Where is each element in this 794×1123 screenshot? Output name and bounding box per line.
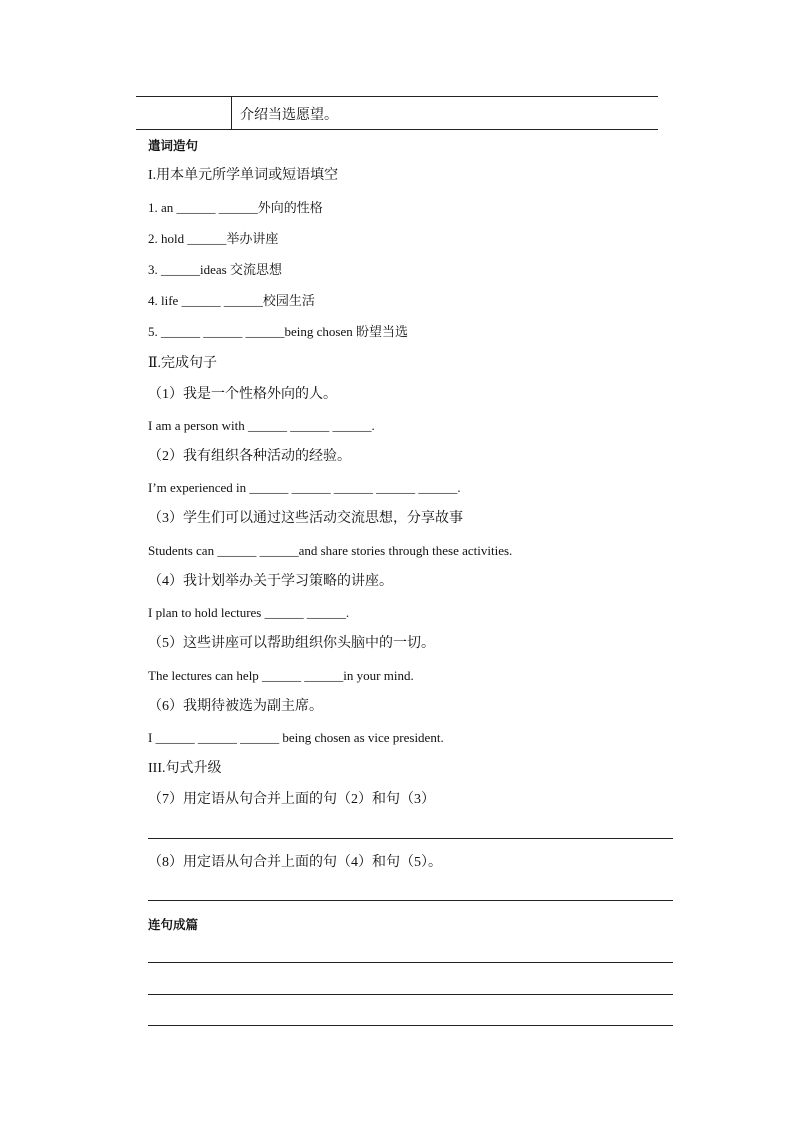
answer-line: [148, 962, 673, 963]
sentence-5-english: The lectures can help ______ ______in your mind.: [148, 668, 414, 683]
table-cell-text: 介绍当选愿望。: [240, 108, 338, 123]
fill-item-4: 4. life ______ ______校园生活: [148, 293, 315, 308]
answer-line: [148, 1025, 673, 1026]
sentence-1-chinese: （1）我是一个性格外向的人。: [148, 387, 337, 402]
answer-line: [148, 994, 673, 995]
table-divider: [231, 97, 232, 129]
part2-heading: Ⅱ.完成句子: [148, 356, 218, 371]
section-title-composition: 连句成篇: [148, 917, 199, 932]
fill-item-5: 5. ______ ______ ______being chosen 盼望当选: [148, 324, 408, 339]
part1-heading: I.用本单元所学单词或短语填空: [148, 168, 339, 183]
sentence-2-english: I’m experienced in ______ ______ ______ ______ ______.: [148, 480, 461, 495]
sentence-3-chinese: （3）学生们可以通过这些活动交流思想，分享故事: [148, 511, 463, 526]
fill-item-3: 3. ______ideas 交流思想: [148, 262, 282, 277]
sentence-4-chinese: （4）我计划举办关于学习策略的讲座。: [148, 574, 393, 589]
sentence-3-english: Students can ______ ______and share stories through these activities.: [148, 543, 513, 558]
sentence-2-chinese: （2）我有组织各种活动的经验。: [148, 449, 351, 464]
upgrade-item-7: （7）用定语从句合并上面的句（2）和句（3）: [148, 792, 435, 807]
sentence-6-chinese: （6）我期待被选为副主席。: [148, 699, 323, 714]
answer-line: [148, 900, 673, 901]
sentence-5-chinese: （5）这些讲座可以帮助组织你头脑中的一切。: [148, 636, 435, 651]
fill-item-1: 1. an ______ ______外向的性格: [148, 200, 323, 215]
section-title-vocabulary: 遣词造句: [148, 138, 199, 153]
sentence-1-english: I am a person with ______ ______ ______.: [148, 418, 375, 433]
sentence-4-english: I plan to hold lectures ______ ______.: [148, 605, 350, 620]
answer-line: [148, 838, 673, 839]
sentence-6-english: I ______ ______ ______ being chosen as vice president.: [148, 730, 444, 745]
upgrade-item-8: （8）用定语从句合并上面的句（4）和句（5）。: [148, 855, 442, 870]
fill-item-2: 2. hold ______举办讲座: [148, 231, 279, 246]
header-table: [136, 96, 658, 130]
part3-heading: III.句式升级: [148, 761, 222, 776]
